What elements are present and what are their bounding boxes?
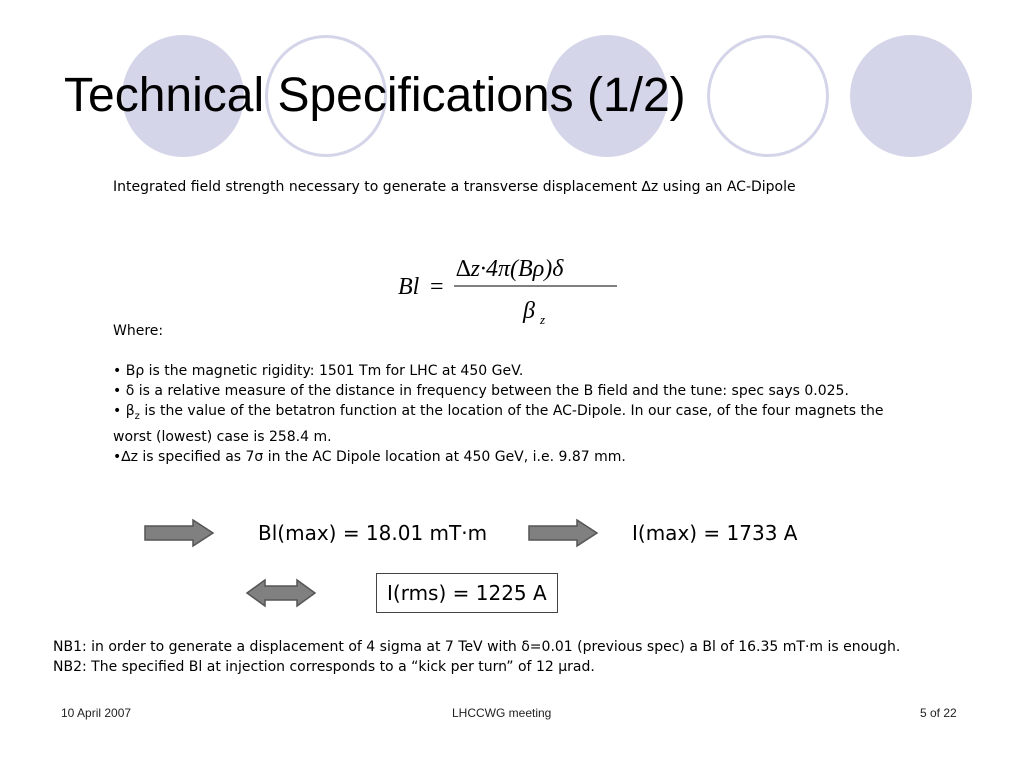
decor-circle-4 [707,35,829,157]
footer-date: 10 April 2007 [61,706,132,720]
bl-max-result: Bl(max) = 18.01 mT·m [258,521,488,545]
slide-title: Technical Specifications (1/2) [64,69,686,122]
bullet-delta: • δ is a relative measure of the distance in frequency between the B field and the tune: spec says 0.025. [113,383,849,399]
intro-text: Integrated field strength necessary to generate a transverse displacement ∆z using an AC-Dipole [113,179,796,195]
bullet-beta-lead: • β [113,403,135,419]
formula-equals: = [430,274,444,300]
notes-block [53,637,953,677]
bullet-delta-z: •∆z is specified as 7σ in the AC Dipole location at 450 GeV, i.e. 9.87 mm. [113,448,626,465]
footer-page-number: 5 of 22 [920,706,957,720]
footer-meeting: LHCCWG meeting [452,706,552,720]
where-block [113,321,903,467]
where-heading: Where: [113,323,164,339]
right-arrow-icon [143,518,215,548]
bullet-rigidity: • Bρ is the magnetic rigidity: 1501 Tm for LHC at 450 GeV. [113,363,524,379]
formula-lhs: Bl [398,274,420,300]
note-nb1: NB1: in order to generate a displacement of 4 sigma at 7 TeV with δ=0.01 (previous spec) a Bl of 16.35 mT·m is enough. [53,639,901,655]
i-max-result: I(max) = 1733 A [632,521,798,545]
formula-denominator-subscript: z [540,312,546,327]
right-arrow-icon [527,518,599,548]
bullet-beta-subscript: z [134,410,140,422]
bullet-beta [113,401,903,447]
formula-numerator: ∆z·4π(Bρ)δ [456,256,564,282]
formula-denominator-symbol: β [523,298,535,324]
field-strength-formula [390,248,630,328]
bullet-beta-rest: is the value of the betatron function at the location of the AC-Dipole. In our case, of the four magnets the worst (lowest) case is 258.4 m. [113,403,884,445]
i-rms-result: I(rms) = 1225 A [376,573,558,613]
double-headed-arrow-icon [245,578,317,608]
decor-circle-5 [850,35,972,157]
note-nb2: NB2: The specified Bl at injection corresponds to a “kick per turn” of 12 μrad. [53,659,595,675]
